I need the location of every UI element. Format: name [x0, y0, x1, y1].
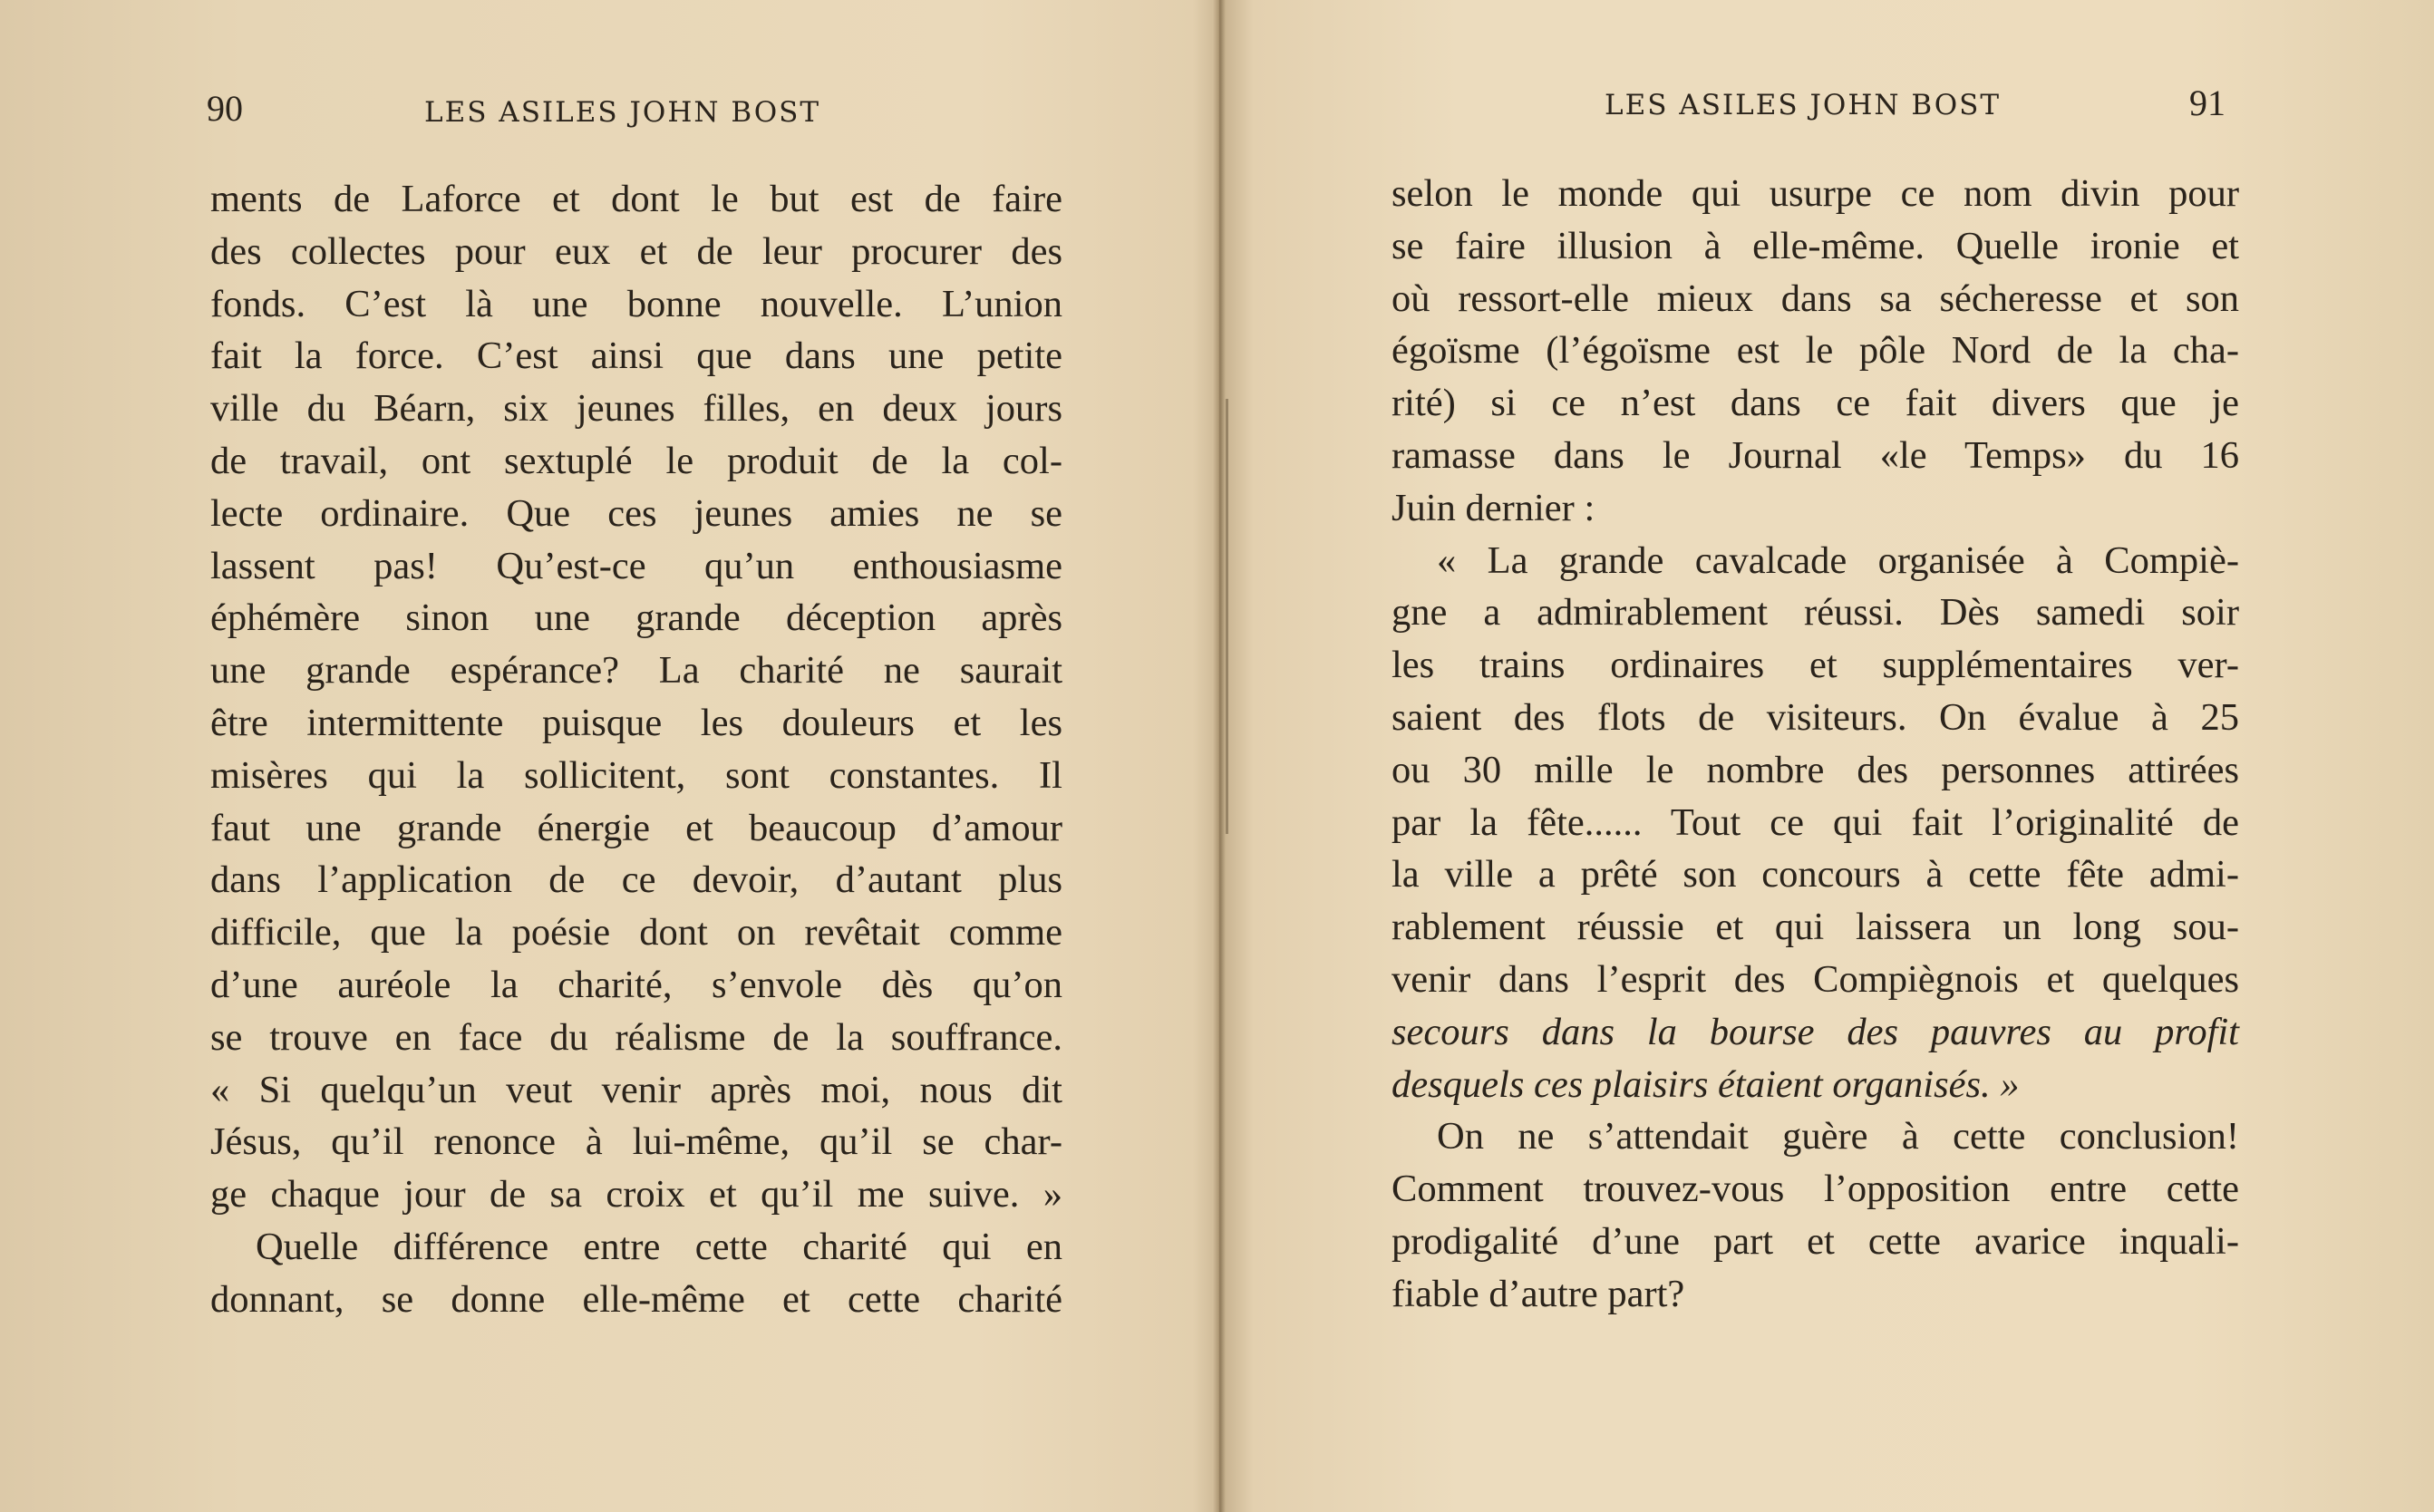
text-line: ou 30 mille le nombre des personnes attirées	[1392, 748, 2239, 791]
text-line: fonds. C’est là une bonne nouvelle. L’union	[210, 282, 1062, 325]
text-line: ments de Laforce et dont le but est de faire	[210, 178, 1062, 220]
right-page	[1219, 0, 2434, 1512]
text-line: rité) si ce n’est dans ce fait divers que je	[1392, 382, 2239, 425]
body-text	[210, 173, 1062, 1326]
text-line: lecte ordinaire. Que ces jeunes amies ne se	[210, 491, 1062, 535]
text-line: « La grande cavalcade organisée à Compiè-	[1437, 538, 2239, 582]
text-line: se faire illusion à elle-même. Quelle ironie et	[1392, 224, 2239, 267]
text-line: ramasse dans le Journal «le Temps» du 16	[1392, 433, 2239, 477]
text-line: les trains ordinaires et supplémentaires ver-	[1392, 644, 2239, 687]
text-line: ge chaque jour de sa croix et qu’il me suive. »	[210, 1173, 1062, 1216]
text-line: venir dans l’esprit des Compiègnois et quelques	[1392, 957, 2239, 1001]
text-line: égoïsme (l’égoïsme est le pôle Nord de la cha-	[1392, 329, 2239, 373]
text-line: se trouve en face du réalisme de la souffrance.	[210, 1015, 1062, 1059]
text-line: une grande espérance? La charité ne saurait	[210, 649, 1062, 693]
text-line: lassent pas! Qu’est-ce qu’un enthousiasme	[210, 544, 1062, 587]
page-number: 90	[207, 88, 243, 129]
text-line: donnant, se donne elle-même et cette charité	[210, 1277, 1062, 1321]
text-line: On ne s’attendait guère à cette conclusion!	[1437, 1115, 2239, 1158]
text-line: Jésus, qu’il renonce à lui-même, qu’il se char-	[210, 1120, 1062, 1164]
text-line: prodigalité d’une part et cette avarice inquali-	[1392, 1219, 2239, 1263]
text-line: rablement réussie et qui laissera un long sou-	[1392, 906, 2239, 949]
text-line: misères qui la sollicitent, sont constantes. Il	[210, 753, 1062, 797]
text-line: être intermittente puisque les douleurs et les	[210, 701, 1062, 744]
text-line: par la fête...... Tout ce qui fait l’originalité de	[1392, 800, 2239, 844]
text-line: Comment trouvez-vous l’opposition entre cette	[1392, 1168, 2239, 1211]
running-head: LES ASILES JOHN BOST	[1605, 89, 2002, 121]
text-line: ville du Béarn, six jeunes filles, en deux jours	[210, 387, 1062, 431]
text-line: saient des flots de visiteurs. On évalue à 25	[1392, 695, 2239, 739]
text-line: difficile, que la poésie dont on revêtait comme	[210, 911, 1062, 955]
page-number: 91	[2189, 82, 2226, 123]
text-line: de travail, ont sextuplé le produit de la col-	[210, 439, 1062, 482]
body-text	[1392, 168, 2239, 1321]
text-line: éphémère sinon une grande déception après	[210, 596, 1062, 640]
text-line: où ressort-elle mieux dans sa sécheresse et son	[1392, 276, 2239, 320]
text-line: faut une grande énergie et beaucoup d’amour	[210, 806, 1062, 849]
running-head: LES ASILES JOHN BOST	[424, 96, 821, 129]
text-line: desquels ces plaisirs étaient organisés. »	[1392, 1062, 2020, 1106]
text-line: « Si quelqu’un veut venir après moi, nous dit	[210, 1068, 1062, 1111]
text-line: dans l’application de ce devoir, d’autant plus	[210, 858, 1062, 902]
text-line: des collectes pour eux et de leur procurer des	[210, 229, 1062, 273]
text-line: Juin dernier :	[1392, 486, 1595, 529]
text-line: gne a admirablement réussi. Dès samedi soir	[1392, 591, 2239, 635]
text-line: secours dans la bourse des pauvres au profit	[1392, 1010, 2239, 1053]
text-line: la ville a prêté son concours à cette fête admi-	[1392, 853, 2239, 897]
text-line: fiable d’autre part?	[1392, 1272, 1685, 1315]
text-line: Quelle différence entre cette charité qui en	[256, 1225, 1062, 1268]
text-line: selon le monde qui usurpe ce nom divin pour	[1392, 172, 2239, 215]
text-line: d’une auréole la charité, s’envole dès qu’on	[210, 963, 1062, 1006]
text-line: fait la force. C’est ainsi que dans une petite	[210, 334, 1062, 378]
